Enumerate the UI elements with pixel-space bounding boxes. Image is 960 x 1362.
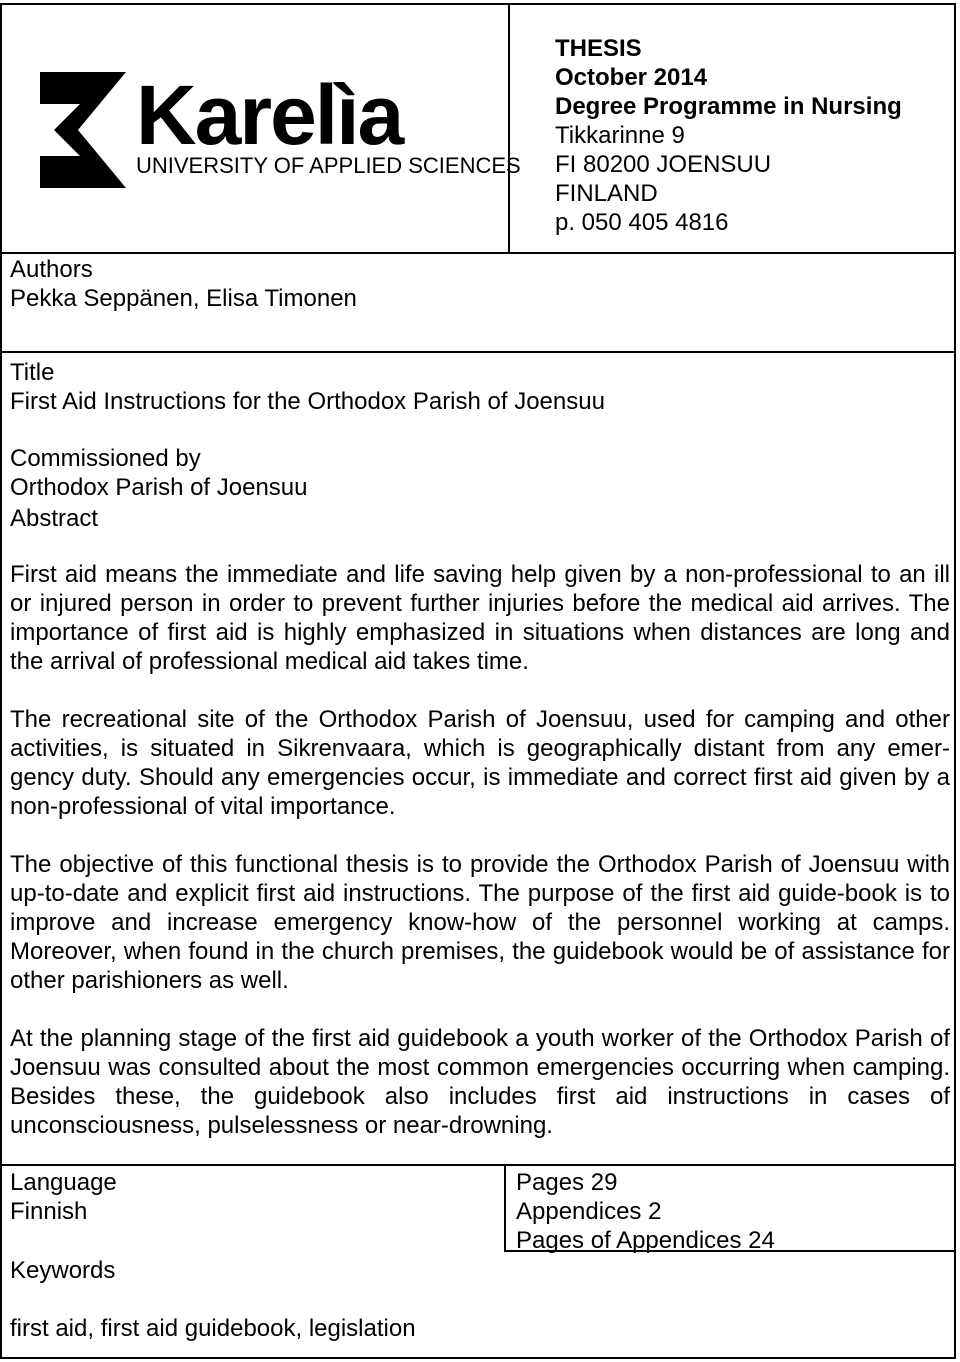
document-type: THESIS [555, 35, 642, 62]
abstract-paragraph: The recreational site of the Orthodox Parish of Joensuu, used for camping and other activities, is situated in Sikrenvaara, which is geographically distant from any emer-gency duty. Should any emergencies occur, is immediate and correct first aid given by a non-professional of vital importance. [10, 706, 950, 820]
header-bottom-rule [0, 252, 956, 254]
header-divider [508, 3, 510, 253]
language-label: Language [10, 1169, 117, 1196]
authors-bottom-rule [0, 351, 956, 353]
appendix-count: Appendices 2 [516, 1198, 662, 1225]
commissioned-value: Orthodox Parish of Joensuu [10, 474, 308, 501]
language-section [10, 1168, 117, 1226]
keywords-value: first aid, first aid guidebook, legislation [10, 1315, 416, 1342]
karelia-emblem-icon [40, 72, 126, 188]
address-street: Tikkarinne 9 [555, 122, 685, 149]
title-section [10, 358, 605, 416]
abstract-paragraph: At the planning stage of the first aid guidebook a youth worker of the Orthodox Parish of Joensuu was consulted about the most common emergencies occurring when camping. Besides these, the guidebook also includes first aid instructions in cases of unconsciousness, pulselessness or near-drowning. [10, 1025, 950, 1139]
logo-wordmark: Karelìa [136, 68, 403, 162]
authors-value: Pekka Seppänen, Elisa Timonen [10, 285, 357, 312]
abstract-paragraph: First aid means the immediate and life saving help given by a non-professional to an ill or injured person in order to prevent further injuries before the medical aid arrives. The importance of first aid is highly emphasized in situations when distances are long and the arrival of professional medical aid takes time. [10, 561, 950, 675]
authors-label: Authors [10, 256, 93, 283]
pages-section [516, 1168, 775, 1255]
address-city: FI 80200 JOENSUU [555, 151, 772, 178]
commissioned-label: Commissioned by [10, 445, 201, 472]
document-date: October 2014 [555, 64, 708, 91]
phone-number: p. 050 405 4816 [555, 209, 729, 236]
commissioned-section [10, 444, 308, 502]
appendix-page-count: Pages of Appendices 24 [516, 1227, 775, 1254]
keywords-label: Keywords [10, 1257, 116, 1284]
thesis-header [555, 34, 950, 237]
abstract-label: Abstract [10, 505, 99, 532]
authors-section [10, 255, 357, 313]
abstract-paragraph: The objective of this functional thesis is to provide the Orthodox Parish of Joensuu with up-to-date and explicit first aid instructions. The purpose of the first aid guide-book is to improve and increase emergency know-how of the personnel working at camps. Moreover, when found in the church premises, the guidebook would be of assistance for other parishioners as well. [10, 851, 950, 994]
degree-programme: Degree Programme in Nursing [555, 93, 902, 120]
address-country: FINLAND [555, 180, 658, 207]
language-value: Finnish [10, 1198, 88, 1225]
logo-subtitle: UNIVERSITY OF APPLIED SCIENCES [136, 153, 521, 178]
title-label: Title [10, 359, 55, 386]
title-value: First Aid Instructions for the Orthodox Parish of Joensuu [10, 388, 605, 415]
university-logo [40, 68, 521, 190]
abstract-body [10, 560, 950, 1169]
page-count: Pages 29 [516, 1169, 618, 1196]
language-pages-divider [504, 1164, 506, 1251]
